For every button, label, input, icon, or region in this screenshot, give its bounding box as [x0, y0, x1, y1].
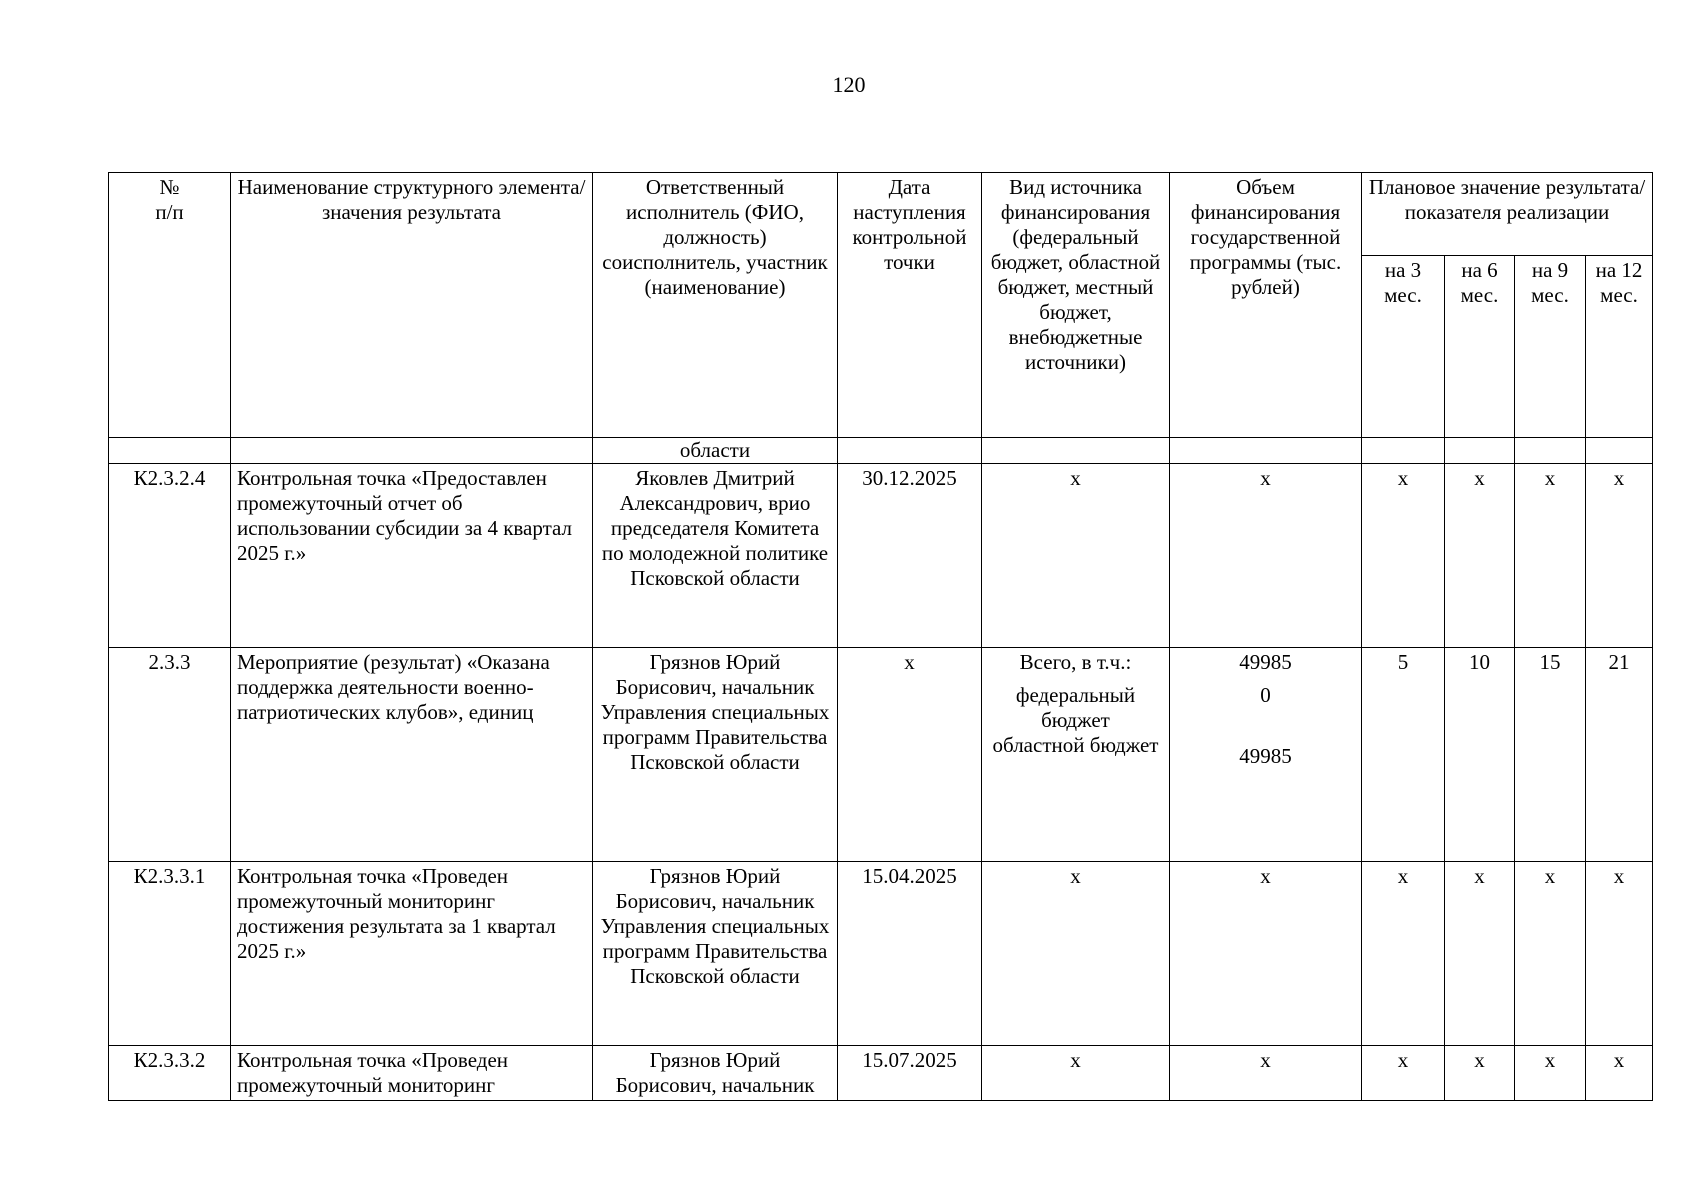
row-volume: х — [1170, 862, 1362, 1046]
row-m3 — [1362, 438, 1445, 464]
row-date: х — [838, 648, 982, 862]
row-m3: х — [1362, 862, 1445, 1046]
header-date: Дата наступления контрольной точки — [838, 173, 982, 438]
control-points-table — [108, 172, 1653, 1101]
row-name — [231, 438, 593, 464]
row-m12: х — [1586, 862, 1653, 1046]
row-responsible: Грязнов Юрий Борисович, начальник — [593, 1046, 838, 1101]
header-num: № п/п — [109, 173, 231, 438]
header-name: Наименование структурного элемента/ значения результата — [231, 173, 593, 438]
row-volume — [1170, 648, 1362, 862]
row-source — [982, 648, 1170, 862]
header-source: Вид источника финансирования (федеральный бюджет, областной бюджет, местный бюджет, внебюджетные источники) — [982, 173, 1170, 438]
row-m6 — [1445, 438, 1515, 464]
row-volume: х — [1170, 464, 1362, 648]
source-regional: областной бюджет — [992, 733, 1159, 757]
row-date — [838, 438, 982, 464]
row-responsible: Грязнов Юрий Борисович, начальник Управления специальных программ Правительства Псковской области — [593, 648, 838, 862]
row-m9: х — [1515, 464, 1586, 648]
row-responsible: Грязнов Юрий Борисович, начальник Управления специальных программ Правительства Псковской области — [593, 862, 838, 1046]
row-source: х — [982, 862, 1170, 1046]
row-m9 — [1515, 438, 1586, 464]
row-m6: х — [1445, 464, 1515, 648]
source-federal: федеральный бюджет — [1015, 683, 1136, 732]
header-volume: Объем финансирования государственной программы (тыс. рублей) — [1170, 173, 1362, 438]
row-source: х — [982, 1046, 1170, 1101]
table-row — [109, 648, 1653, 862]
row-m3: 5 — [1362, 648, 1445, 862]
row-num: 2.3.3 — [109, 648, 231, 862]
row-m9: 15 — [1515, 648, 1586, 862]
row-source: х — [982, 464, 1170, 648]
row-num: К2.3.2.4 — [109, 464, 231, 648]
table-row — [109, 862, 1653, 1046]
row-num: К2.3.3.1 — [109, 862, 231, 1046]
volume-regional: 49985 — [1239, 744, 1292, 768]
header-m3: на 3 мес. — [1362, 256, 1445, 438]
volume-federal: 0 — [1260, 683, 1271, 707]
row-m3: х — [1362, 1046, 1445, 1101]
row-name: Контрольная точка «Проведен промежуточный мониторинг — [231, 1046, 593, 1101]
page-number: 120 — [832, 72, 866, 97]
row-m12: х — [1586, 464, 1653, 648]
row-num: К2.3.3.2 — [109, 1046, 231, 1101]
row-source — [982, 438, 1170, 464]
header-m9: на 9 мес. — [1515, 256, 1586, 438]
row-m12: х — [1586, 1046, 1653, 1101]
row-name: Контрольная точка «Проведен промежуточный мониторинг достижения результата за 1 квартал 2025 г.» — [231, 862, 593, 1046]
header-row — [109, 173, 1653, 256]
header-plan: Плановое значение результата/показателя реализации — [1362, 173, 1653, 256]
volume-total: 49985 — [1239, 650, 1292, 674]
row-m12 — [1586, 438, 1653, 464]
row-date: 15.04.2025 — [838, 862, 982, 1046]
table-row — [109, 464, 1653, 648]
row-m6: х — [1445, 1046, 1515, 1101]
row-name: Контрольная точка «Предоставлен промежуточный отчет об использовании субсидии за 4 квартал 2025 г.» — [231, 464, 593, 648]
table-row — [109, 1046, 1653, 1101]
row-m6: 10 — [1445, 648, 1515, 862]
row-volume — [1170, 438, 1362, 464]
row-m12: 21 — [1586, 648, 1653, 862]
source-total: Всего, в т.ч.: — [1019, 650, 1132, 674]
row-date: 15.07.2025 — [838, 1046, 982, 1101]
row-m3: х — [1362, 464, 1445, 648]
header-m12: на 12 мес. — [1586, 256, 1653, 438]
row-date: 30.12.2025 — [838, 464, 982, 648]
row-responsible: Яковлев Дмитрий Александрович, врио председателя Комитета по молодежной политике Псковской области — [593, 464, 838, 648]
row-responsible: области — [593, 438, 838, 464]
row-num — [109, 438, 231, 464]
row-m9: х — [1515, 1046, 1586, 1101]
table-row — [109, 438, 1653, 464]
row-name: Мероприятие (результат) «Оказана поддержка деятельности военно-патриотических клубов», единиц — [231, 648, 593, 862]
row-m6: х — [1445, 862, 1515, 1046]
row-volume: х — [1170, 1046, 1362, 1101]
header-m6: на 6 мес. — [1445, 256, 1515, 438]
row-m9: х — [1515, 862, 1586, 1046]
header-responsible: Ответственный исполнитель (ФИО, должность) соисполнитель, участник (наименование) — [593, 173, 838, 438]
